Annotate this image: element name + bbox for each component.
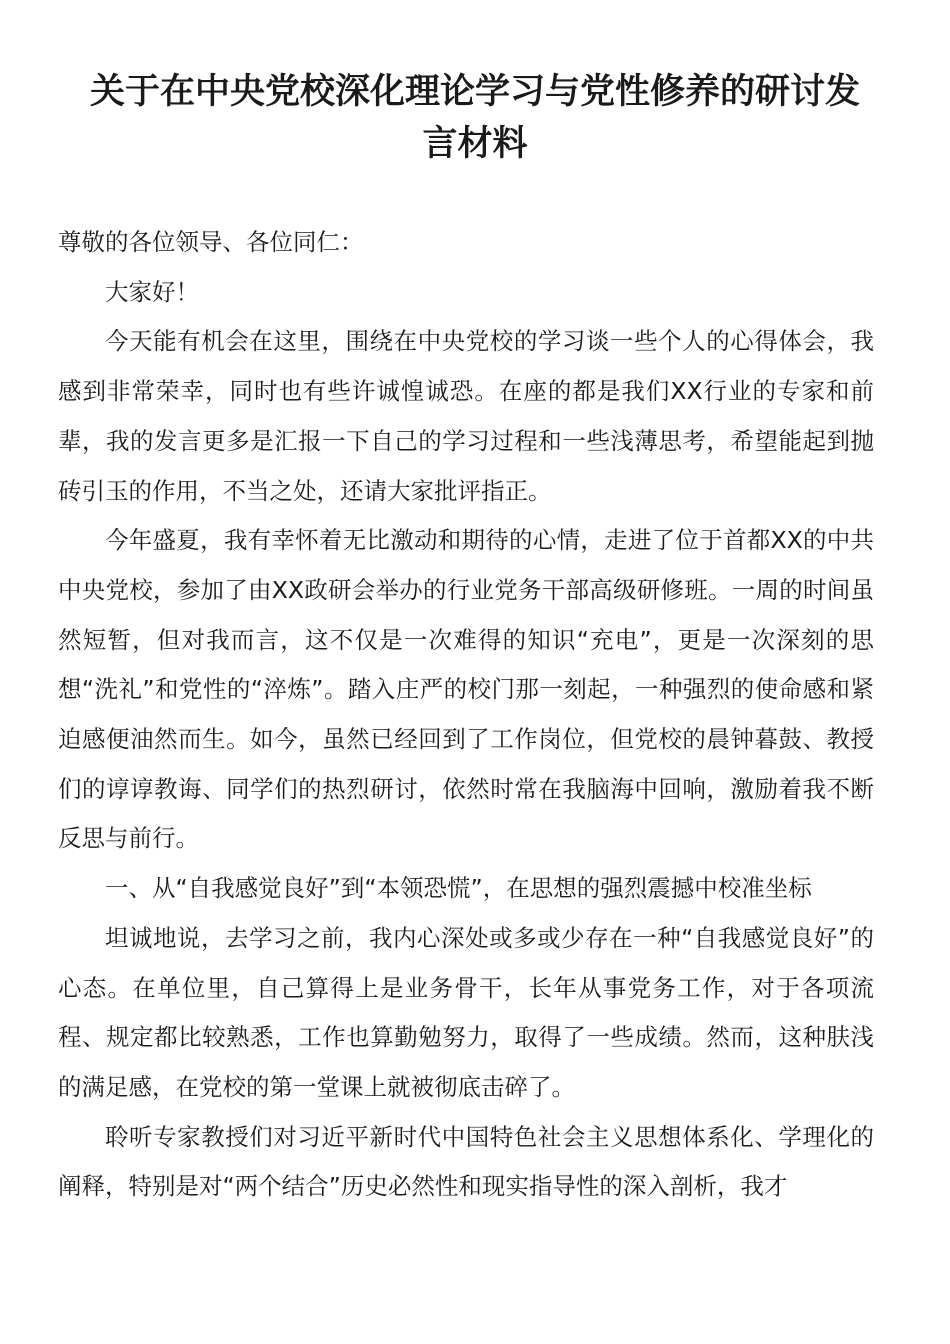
paragraph-greeting: 大家好！ [105, 277, 199, 306]
paragraph-lecture: 聆听专家教授们对习近平新时代中国特色社会主义思想体系化、学理化的阐释，特别是对“两个结合”历史必然性和现实指导性的深入剖析，我才 [58, 1122, 874, 1201]
paragraph-background: 今年盛夏，我有幸怀着无比激动和期待的心情，走进了位于首都XX的中共中央党校，参加了由XX政研会举办的行业党务干部高级研修班。一周的时间虽然短暂，但对我而言，这不仅是一次难得的知识“充电”，更是一次深刻的思想“洗礼”和党性的“淬炼”。踏入庄严的校门那一刻起，一种强烈的使命感和紧迫感便油然而生。如今，虽然已经回到了工作岗位，但党校的晨钟暮鼓、教授们的谆谆教诲、同学们的热烈研讨，依然时常在我脑海中回响，激励着我不断反思与前行。 [58, 526, 874, 853]
paragraph-opening: 今天能有机会在这里，围绕在中央党校的学习谈一些个人的心得体会，我感到非常荣幸，同时也有些许诚惶诚恐。在座的都是我们XX行业的专家和前辈，我的发言更多是汇报一下自己的学习过程和一些浅薄思考，希望能起到抛砖引玉的作用，不当之处，还请大家批评指正。 [58, 327, 874, 505]
salutation: 尊敬的各位领导、各位同仁： [58, 228, 364, 256]
document-body [58, 218, 874, 1212]
document-title: 关于在中央党校深化理论学习与党性修养的研讨发言材料 [89, 72, 860, 164]
section-heading-1: 一、从“自我感觉良好”到“本领恐慌”，在思想的强烈震撼中校准坐标 [105, 874, 812, 903]
paragraph-reflection: 坦诚地说，去学习之前，我内心深处或多或少存在一种“自我感觉良好”的心态。在单位里，自己算得上是业务骨干，长年从事党务工作，对于各项流程、规定都比较熟悉，工作也算勤勉努力，取得了一些成绩。然而，这种肤浅的满足感，在党校的第一堂课上就被彻底击碎了。 [58, 923, 874, 1101]
